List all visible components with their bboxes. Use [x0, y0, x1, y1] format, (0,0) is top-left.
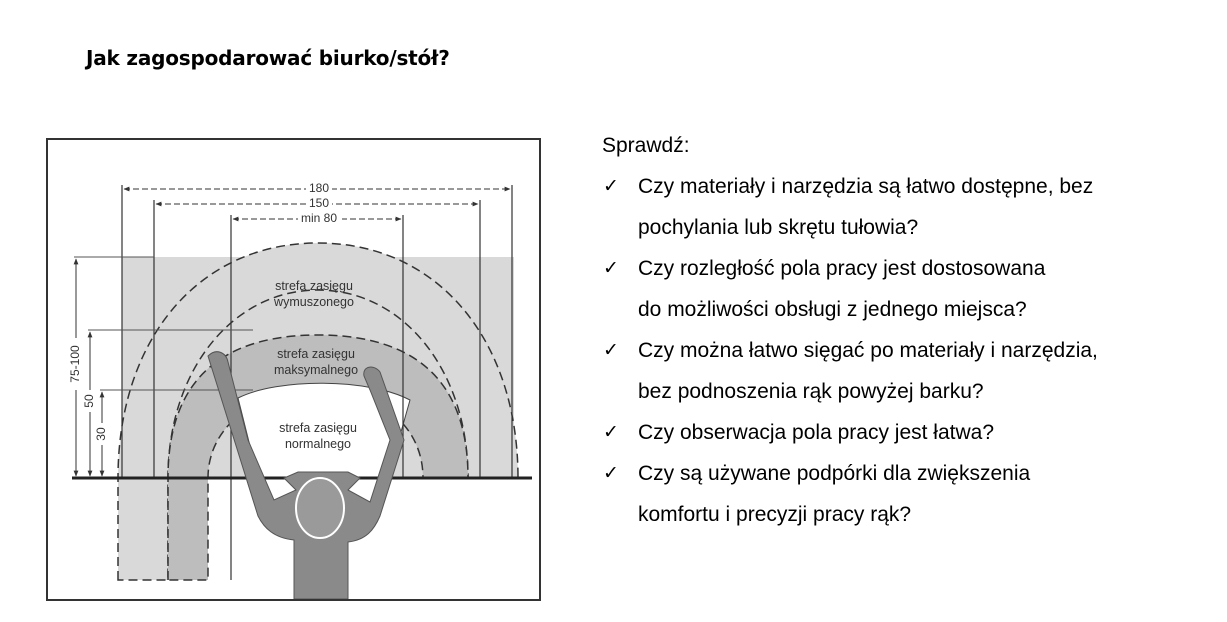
- zone-maximal-label-1: strefa zasięgu: [277, 347, 355, 361]
- checklist-item: [602, 412, 1202, 453]
- checklist-item: [602, 248, 1202, 330]
- dim-75-100: 75-100: [68, 345, 82, 383]
- zone-forced-label-1: strefa zasięgu: [275, 279, 353, 293]
- checklist-item: [602, 166, 1202, 248]
- checklist-item-line2: komfortu i precyzji pracy rąk?: [638, 503, 912, 526]
- checklist-item-line1: Czy można łatwo sięgać po materiały i narzędzia,: [638, 339, 1098, 362]
- reach-zones-svg: [48, 140, 539, 599]
- zone-normal-label-2: normalnego: [284, 437, 352, 451]
- checkmark-icon: ✓: [603, 339, 619, 361]
- checkmark-icon: ✓: [603, 462, 619, 484]
- zone-normal-label-1: strefa zasięgu: [279, 421, 357, 435]
- checklist: [602, 125, 1202, 535]
- dim-180: 180: [308, 181, 330, 195]
- zone-forced-label-2: wymuszonego: [274, 295, 354, 309]
- checklist-item-line2: pochylania lub skrętu tułowia?: [638, 216, 919, 239]
- zone-maximal-label-2: maksymalnego: [273, 363, 359, 377]
- checklist-item-line1: Czy obserwacja pola pracy jest łatwa?: [638, 421, 994, 444]
- checkmark-icon: ✓: [603, 175, 619, 197]
- dim-30: 30: [94, 427, 108, 441]
- checklist-item-line1: Czy są używane podpórki dla zwiększenia: [638, 462, 1031, 485]
- dim-50: 50: [82, 394, 96, 408]
- checklist-item: [602, 453, 1202, 535]
- dim-150: 150: [308, 196, 330, 210]
- page-title: Jak zagospodarować biurko/stół?: [86, 46, 450, 70]
- checklist-item-line1: Czy rozległość pola pracy jest dostosowana: [638, 257, 1046, 280]
- checklist-item-line2: do możliwości obsługi z jednego miejsca?: [638, 298, 1027, 321]
- checklist-item-line1: Czy materiały i narzędzia są łatwo dostępne, bez: [638, 175, 1094, 198]
- checklist-heading: Sprawdź:: [602, 134, 690, 157]
- checkmark-icon: ✓: [603, 421, 619, 443]
- checklist-item-line2: bez podnoszenia rąk powyżej barku?: [638, 380, 984, 403]
- dim-min80: min 80: [300, 211, 338, 225]
- checklist-item: [602, 330, 1202, 412]
- desk-reach-zones-diagram: [46, 138, 541, 601]
- checkmark-icon: ✓: [603, 257, 619, 279]
